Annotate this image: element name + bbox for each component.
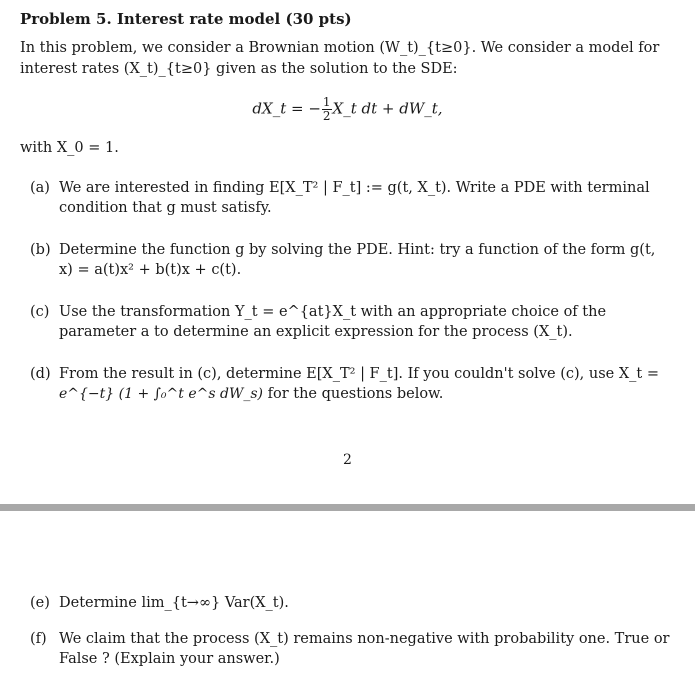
- question-label: (c): [30, 304, 50, 320]
- question-label: (f): [30, 631, 47, 647]
- sde-rhs: X_t dt + dW_t,: [332, 99, 443, 118]
- question-label: (b): [30, 242, 51, 258]
- question-text: Use the transformation Y_t = e^{at}X_t with an appropriate choice of the parameter a to determine an explicit expression for the process (X_t).: [59, 304, 607, 340]
- hint-formula: e^{−t} (1 + ∫₀^t e^s dW_s): [59, 386, 263, 402]
- question-text: From the result in (c), determine E[X_T² | F_t]. If you couldn't solve (c), use X_t =: [59, 366, 659, 382]
- sde-fraction: [322, 96, 332, 123]
- question-label: (d): [30, 366, 51, 382]
- sde-fraction-numerator: 1: [322, 95, 331, 109]
- question-text-block: [59, 364, 670, 404]
- question-f: [30, 629, 670, 669]
- question-c: [30, 302, 670, 342]
- question-tail: for the questions below.: [267, 386, 444, 402]
- problem-title: Problem 5. Interest rate model (30 pts): [20, 10, 352, 28]
- question-e: [30, 593, 670, 613]
- question-text: Determine lim_{t→∞} Var(X_t).: [59, 595, 289, 611]
- sde-lhs: dX_t = −: [252, 99, 321, 118]
- question-d: [30, 364, 670, 404]
- question-text: Determine the function g by solving the PDE. Hint: try a function of the form g(t, x) = a(t)x² + b(t)x + c(t).: [59, 242, 656, 278]
- page-number: 2: [343, 452, 352, 468]
- problem-intro: In this problem, we consider a Brownian motion (W_t)_{t≥0}. We consider a model for interest rates (X_t)_{t≥0} given as the solution to the SDE:: [20, 40, 660, 77]
- question-text: We claim that the process (X_t) remains non-negative with probability one. True or False ? (Explain your answer.): [59, 631, 670, 667]
- initial-condition: with X_0 = 1.: [20, 140, 119, 156]
- question-label: (a): [30, 180, 50, 196]
- question-label: (e): [30, 595, 50, 611]
- sde-equation: [0, 96, 695, 123]
- question-a: [30, 178, 670, 218]
- question-text: We are interested in finding E[X_T² | F_t] := g(t, X_t). Write a PDE with terminal condition that g must satisfy.: [59, 180, 650, 216]
- question-b: [30, 240, 670, 280]
- sde-fraction-denominator: 2: [322, 109, 331, 123]
- page-separator: [0, 504, 695, 511]
